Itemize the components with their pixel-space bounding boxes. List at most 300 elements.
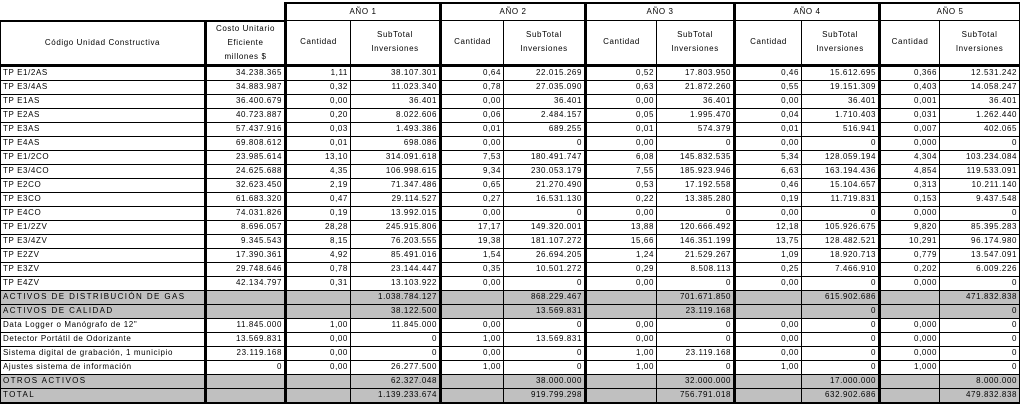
subtotal-year-4-cell: 7.466.910: [802, 262, 880, 276]
subtotal-year-3-cell: 17.803.950: [657, 65, 735, 80]
cantidad-year-1-cell: 28,28: [286, 220, 351, 234]
cantidad-year-5-cell: [880, 388, 940, 403]
col-header-subtotal-4: SubTotal Inversiones: [802, 21, 880, 66]
cantidad-year-1-cell: 0,00: [286, 94, 351, 108]
table-row: [1, 80, 1020, 94]
subtotal-year-1-cell: 314.091.618: [351, 150, 441, 164]
cantidad-year-2-cell: [441, 374, 504, 388]
subtotal-year-2-cell: 919.799.298: [504, 388, 586, 403]
cantidad-year-3-cell: 0,52: [586, 65, 657, 80]
subtotal-year-2-cell: 0: [504, 206, 586, 220]
table-row: [1, 276, 1020, 290]
col-header-cantidad-2: Cantidad: [441, 21, 504, 66]
col-header-subtotal-1: SubTotal Inversiones: [351, 21, 441, 66]
table-row: [1, 332, 1020, 346]
cantidad-year-3-cell: 0,00: [586, 136, 657, 150]
subtotal-year-4-cell: 0: [802, 318, 880, 332]
subtotal-year-2-cell: 22.015.269: [504, 65, 586, 80]
cantidad-year-4-cell: 6,63: [735, 164, 802, 178]
cantidad-year-1-cell: 0,31: [286, 276, 351, 290]
costo-unitario-cell: 34.883.987: [206, 80, 286, 94]
row-label: TP E2ZV: [1, 248, 206, 262]
cantidad-year-3-cell: 0,00: [586, 276, 657, 290]
cantidad-year-3-cell: 6,08: [586, 150, 657, 164]
table-row: [1, 220, 1020, 234]
subtotal-year-4-cell: 1.710.403: [802, 108, 880, 122]
cantidad-year-1-cell: 0,00: [286, 332, 351, 346]
cantidad-year-5-cell: 9,820: [880, 220, 940, 234]
costo-unitario-cell: 29.748.646: [206, 262, 286, 276]
subtotal-year-1-cell: 0: [351, 346, 441, 360]
subtotal-year-4-cell: 19.151.309: [802, 80, 880, 94]
subtotal-year-4-cell: 105.926.675: [802, 220, 880, 234]
subtotal-year-3-cell: 574.379: [657, 122, 735, 136]
subtotal-year-4-cell: 0: [802, 206, 880, 220]
total-row: [1, 388, 1020, 403]
table-row: [1, 262, 1020, 276]
cantidad-year-2-cell: 0,00: [441, 318, 504, 332]
row-label: TP E1/2CO: [1, 150, 206, 164]
cantidad-year-5-cell: 0,313: [880, 178, 940, 192]
subtotal-year-2-cell: 13.569.831: [504, 304, 586, 318]
costo-unitario-cell: 34.238.365: [206, 65, 286, 80]
cantidad-year-1-cell: [286, 290, 351, 304]
subtotal-year-1-cell: 1.139.233.674: [351, 388, 441, 403]
cantidad-year-3-cell: 1,00: [586, 346, 657, 360]
costo-unitario-cell: 0: [206, 360, 286, 374]
cantidad-year-1-cell: 0,03: [286, 122, 351, 136]
investment-table: [0, 2, 1020, 404]
costo-unitario-cell: 74.031.826: [206, 206, 286, 220]
cantidad-year-2-cell: 1,00: [441, 332, 504, 346]
subtotal-year-3-cell: 17.192.558: [657, 178, 735, 192]
subtotal-year-3-cell: 0: [657, 136, 735, 150]
subtotal-year-5-cell: 6.009.226: [940, 262, 1020, 276]
subtotal-year-2-cell: 689.255: [504, 122, 586, 136]
table-row: [1, 122, 1020, 136]
cantidad-year-2-cell: [441, 290, 504, 304]
col-header-costo: Costo Unitario Eficiente millones $: [206, 21, 286, 66]
subtotal-year-2-cell: 0: [504, 318, 586, 332]
subtotal-year-2-cell: 2.484.157: [504, 108, 586, 122]
subtotal-year-4-cell: 128.059.194: [802, 150, 880, 164]
costo-unitario-cell: 11.845.000: [206, 318, 286, 332]
cantidad-year-2-cell: 0,00: [441, 136, 504, 150]
subtotal-year-5-cell: 13.547.091: [940, 248, 1020, 262]
subtotal-year-3-cell: 756.791.018: [657, 388, 735, 403]
subtotal-year-4-cell: 15.104.657: [802, 178, 880, 192]
costo-unitario-cell: 23.985.614: [206, 150, 286, 164]
total-row: [1, 374, 1020, 388]
cantidad-year-2-cell: 7,53: [441, 150, 504, 164]
table-row: [1, 150, 1020, 164]
subtotal-year-2-cell: 10.501.272: [504, 262, 586, 276]
costo-unitario-cell: 9.345.543: [206, 234, 286, 248]
cantidad-year-3-cell: 13,88: [586, 220, 657, 234]
subtotal-year-3-cell: 32.000.000: [657, 374, 735, 388]
subtotal-year-5-cell: 0: [940, 346, 1020, 360]
cantidad-year-2-cell: 0,35: [441, 262, 504, 276]
subtotal-year-2-cell: 181.107.272: [504, 234, 586, 248]
cantidad-year-5-cell: 0,000: [880, 318, 940, 332]
col-header-subtotal-3: SubTotal Inversiones: [657, 21, 735, 66]
col-header-subtotal-2: SubTotal Inversiones: [504, 21, 586, 66]
subtotal-year-1-cell: 38.107.301: [351, 65, 441, 80]
subtotal-year-5-cell: 36.401: [940, 94, 1020, 108]
costo-unitario-cell: 8.696.057: [206, 220, 286, 234]
cantidad-year-2-cell: 17,17: [441, 220, 504, 234]
cantidad-year-4-cell: 0,01: [735, 122, 802, 136]
cantidad-year-1-cell: 8,15: [286, 234, 351, 248]
table-body: [1, 65, 1020, 403]
cantidad-year-4-cell: 0,55: [735, 80, 802, 94]
subtotal-year-4-cell: 15.612.695: [802, 65, 880, 80]
costo-unitario-cell: 40.723.887: [206, 108, 286, 122]
cantidad-year-5-cell: 1,000: [880, 360, 940, 374]
cantidad-year-1-cell: 1,11: [286, 65, 351, 80]
cantidad-year-5-cell: 4,854: [880, 164, 940, 178]
col-header-subtotal-5: SubTotal Inversiones: [940, 21, 1020, 66]
subtotal-year-4-cell: 17.000.000: [802, 374, 880, 388]
cantidad-year-3-cell: 0,22: [586, 192, 657, 206]
cantidad-year-5-cell: 0,000: [880, 276, 940, 290]
subtotal-year-5-cell: 96.174.980: [940, 234, 1020, 248]
table-row: [1, 318, 1020, 332]
subtotal-year-3-cell: 0: [657, 206, 735, 220]
row-label: TP E3/4ZV: [1, 234, 206, 248]
subtotal-year-2-cell: 21.270.490: [504, 178, 586, 192]
subtotal-year-4-cell: 0: [802, 360, 880, 374]
subtotal-year-2-cell: 38.000.000: [504, 374, 586, 388]
costo-unitario-cell: 23.119.168: [206, 346, 286, 360]
costo-unitario-cell: 17.390.361: [206, 248, 286, 262]
row-label: TP E3CO: [1, 192, 206, 206]
cantidad-year-5-cell: 0,031: [880, 108, 940, 122]
row-label: Sistema digital de grabación, 1 municipio: [1, 346, 206, 360]
cantidad-year-5-cell: 0,000: [880, 346, 940, 360]
cantidad-year-1-cell: 0,47: [286, 192, 351, 206]
cantidad-year-1-cell: 0,32: [286, 80, 351, 94]
cantidad-year-3-cell: [586, 304, 657, 318]
cantidad-year-4-cell: 5,34: [735, 150, 802, 164]
subtotal-year-2-cell: 0: [504, 346, 586, 360]
cantidad-year-3-cell: 0,53: [586, 178, 657, 192]
subtotal-year-5-cell: 0: [940, 360, 1020, 374]
subtotal-year-3-cell: 1.995.470: [657, 108, 735, 122]
row-label: TP E1AS: [1, 94, 206, 108]
cantidad-year-3-cell: 0,01: [586, 122, 657, 136]
subtotal-year-3-cell: 120.666.492: [657, 220, 735, 234]
row-label: TP E4ZV: [1, 276, 206, 290]
subtotal-year-5-cell: 8.000.000: [940, 374, 1020, 388]
cantidad-year-2-cell: 0,27: [441, 192, 504, 206]
cantidad-year-4-cell: 13,75: [735, 234, 802, 248]
table-row: [1, 136, 1020, 150]
total-row: [1, 290, 1020, 304]
subtotal-year-4-cell: 18.920.713: [802, 248, 880, 262]
subtotal-year-1-cell: 13.992.015: [351, 206, 441, 220]
cantidad-year-4-cell: 0,25: [735, 262, 802, 276]
subtotal-year-1-cell: 1.493.386: [351, 122, 441, 136]
subtotal-year-5-cell: 0: [940, 332, 1020, 346]
subtotal-year-3-cell: 185.923.946: [657, 164, 735, 178]
cantidad-year-2-cell: 0,65: [441, 178, 504, 192]
cantidad-year-4-cell: 0,00: [735, 346, 802, 360]
subtotal-year-2-cell: 230.053.179: [504, 164, 586, 178]
subtotal-year-5-cell: 103.234.084: [940, 150, 1020, 164]
cantidad-year-3-cell: 0,63: [586, 80, 657, 94]
subtotal-year-4-cell: 632.902.686: [802, 388, 880, 403]
costo-unitario-cell: [206, 374, 286, 388]
subtotal-year-3-cell: 23.119.168: [657, 304, 735, 318]
cantidad-year-4-cell: 0,00: [735, 318, 802, 332]
subtotal-year-3-cell: 701.671.850: [657, 290, 735, 304]
subtotal-year-2-cell: 13.569.831: [504, 332, 586, 346]
header-blank: [1, 3, 286, 21]
subtotal-year-3-cell: 146.351.199: [657, 234, 735, 248]
col-header-cantidad-3: Cantidad: [586, 21, 657, 66]
subtotal-year-3-cell: 21.529.267: [657, 248, 735, 262]
cantidad-year-1-cell: 0,01: [286, 136, 351, 150]
subtotal-year-1-cell: 26.277.500: [351, 360, 441, 374]
subtotal-year-1-cell: 85.491.016: [351, 248, 441, 262]
subtotal-year-1-cell: 76.203.555: [351, 234, 441, 248]
row-label: TP E3ZV: [1, 262, 206, 276]
cantidad-year-2-cell: 0,78: [441, 80, 504, 94]
table-row: [1, 178, 1020, 192]
row-label: TP E1/2ZV: [1, 220, 206, 234]
subtotal-year-1-cell: 11.023.340: [351, 80, 441, 94]
table-row: [1, 360, 1020, 374]
row-label: TP E3AS: [1, 122, 206, 136]
cantidad-year-3-cell: 1,24: [586, 248, 657, 262]
subtotal-year-4-cell: 163.194.436: [802, 164, 880, 178]
year-4-header: AÑO 4: [735, 3, 880, 21]
subtotal-year-3-cell: 8.508.113: [657, 262, 735, 276]
cantidad-year-1-cell: 4,35: [286, 164, 351, 178]
cantidad-year-5-cell: 10,291: [880, 234, 940, 248]
cantidad-year-4-cell: 1,00: [735, 360, 802, 374]
subtotal-year-1-cell: 29.114.527: [351, 192, 441, 206]
subtotal-year-3-cell: 21.872.260: [657, 80, 735, 94]
subtotal-year-4-cell: 0: [802, 332, 880, 346]
subtotal-year-3-cell: 23.119.168: [657, 346, 735, 360]
cantidad-year-2-cell: 0,06: [441, 108, 504, 122]
cantidad-year-5-cell: 0,366: [880, 65, 940, 80]
cantidad-year-1-cell: [286, 374, 351, 388]
subtotal-year-5-cell: 0: [940, 206, 1020, 220]
subtotal-year-5-cell: 10.211.140: [940, 178, 1020, 192]
column-header-row: [1, 21, 1020, 66]
subtotal-year-4-cell: 36.401: [802, 94, 880, 108]
costo-unitario-cell: [206, 388, 286, 403]
cantidad-year-2-cell: 0,00: [441, 276, 504, 290]
subtotal-year-4-cell: 0: [802, 136, 880, 150]
cantidad-year-4-cell: 0,00: [735, 136, 802, 150]
cantidad-year-3-cell: [586, 388, 657, 403]
subtotal-year-2-cell: 868.229.467: [504, 290, 586, 304]
costo-unitario-cell: 24.625.688: [206, 164, 286, 178]
col-header-codigo: Código Unidad Constructiva: [1, 21, 206, 66]
cantidad-year-4-cell: [735, 290, 802, 304]
year-5-header: AÑO 5: [880, 3, 1020, 21]
subtotal-year-5-cell: 402.065: [940, 122, 1020, 136]
row-label: ACTIVOS DE CALIDAD: [1, 304, 206, 318]
cantidad-year-1-cell: 0,20: [286, 108, 351, 122]
subtotal-year-3-cell: 145.832.535: [657, 150, 735, 164]
subtotal-year-5-cell: 0: [940, 136, 1020, 150]
cantidad-year-2-cell: 0,64: [441, 65, 504, 80]
cantidad-year-1-cell: [286, 304, 351, 318]
costo-unitario-cell: 69.808.612: [206, 136, 286, 150]
cantidad-year-1-cell: 2,19: [286, 178, 351, 192]
cantidad-year-3-cell: 7,55: [586, 164, 657, 178]
subtotal-year-2-cell: 26.694.205: [504, 248, 586, 262]
cantidad-year-5-cell: 4,304: [880, 150, 940, 164]
table-row: [1, 108, 1020, 122]
subtotal-year-4-cell: 615.902.686: [802, 290, 880, 304]
subtotal-year-1-cell: 36.401: [351, 94, 441, 108]
cantidad-year-4-cell: 12,18: [735, 220, 802, 234]
costo-unitario-cell: 42.134.797: [206, 276, 286, 290]
cantidad-year-2-cell: [441, 388, 504, 403]
cantidad-year-3-cell: 0,00: [586, 332, 657, 346]
table-row: [1, 234, 1020, 248]
col-header-cantidad-4: Cantidad: [735, 21, 802, 66]
cantidad-year-5-cell: [880, 374, 940, 388]
cantidad-year-5-cell: 0,153: [880, 192, 940, 206]
cantidad-year-1-cell: 1,00: [286, 318, 351, 332]
cantidad-year-2-cell: 0,01: [441, 122, 504, 136]
cantidad-year-5-cell: 0,000: [880, 332, 940, 346]
cantidad-year-3-cell: 0,00: [586, 318, 657, 332]
year-1-header: AÑO 1: [286, 3, 441, 21]
subtotal-year-2-cell: 16.531.130: [504, 192, 586, 206]
subtotal-year-5-cell: 0: [940, 318, 1020, 332]
subtotal-year-3-cell: 0: [657, 276, 735, 290]
cantidad-year-3-cell: 0,05: [586, 108, 657, 122]
subtotal-year-2-cell: 36.401: [504, 94, 586, 108]
subtotal-year-4-cell: 0: [802, 276, 880, 290]
cantidad-year-4-cell: 0,46: [735, 178, 802, 192]
year-2-header: AÑO 2: [441, 3, 586, 21]
subtotal-year-3-cell: 0: [657, 318, 735, 332]
subtotal-year-2-cell: 149.320.001: [504, 220, 586, 234]
row-label: OTROS ACTIVOS: [1, 374, 206, 388]
cantidad-year-1-cell: [286, 388, 351, 403]
subtotal-year-5-cell: 0: [940, 276, 1020, 290]
cantidad-year-3-cell: [586, 374, 657, 388]
subtotal-year-3-cell: 0: [657, 332, 735, 346]
subtotal-year-1-cell: 1.038.784.127: [351, 290, 441, 304]
subtotal-year-5-cell: 479.832.838: [940, 388, 1020, 403]
cantidad-year-5-cell: 0,202: [880, 262, 940, 276]
subtotal-year-5-cell: 14.058.247: [940, 80, 1020, 94]
cantidad-year-5-cell: 0,001: [880, 94, 940, 108]
col-header-cantidad-1: Cantidad: [286, 21, 351, 66]
costo-unitario-cell: [206, 290, 286, 304]
cantidad-year-4-cell: 1,09: [735, 248, 802, 262]
subtotal-year-2-cell: 0: [504, 136, 586, 150]
cantidad-year-4-cell: 0,00: [735, 276, 802, 290]
subtotal-year-4-cell: 516.941: [802, 122, 880, 136]
table-row: [1, 206, 1020, 220]
cantidad-year-1-cell: 0,19: [286, 206, 351, 220]
cantidad-year-5-cell: 0,000: [880, 136, 940, 150]
table-row: [1, 248, 1020, 262]
table-row: [1, 94, 1020, 108]
year-header-row: [1, 3, 1020, 21]
cantidad-year-3-cell: 1,00: [586, 360, 657, 374]
cantidad-year-3-cell: 0,00: [586, 94, 657, 108]
subtotal-year-2-cell: 0: [504, 276, 586, 290]
costo-unitario-cell: 57.437.916: [206, 122, 286, 136]
subtotal-year-1-cell: 106.998.615: [351, 164, 441, 178]
cantidad-year-4-cell: [735, 374, 802, 388]
cantidad-year-4-cell: [735, 388, 802, 403]
cantidad-year-5-cell: 0,007: [880, 122, 940, 136]
cantidad-year-3-cell: 15,66: [586, 234, 657, 248]
cantidad-year-1-cell: 0,00: [286, 360, 351, 374]
subtotal-year-5-cell: 1.262.440: [940, 108, 1020, 122]
total-row: [1, 304, 1020, 318]
cantidad-year-5-cell: [880, 304, 940, 318]
cantidad-year-2-cell: 1,00: [441, 360, 504, 374]
subtotal-year-1-cell: 62.327.048: [351, 374, 441, 388]
cantidad-year-4-cell: 0,04: [735, 108, 802, 122]
table-row: [1, 164, 1020, 178]
subtotal-year-1-cell: 13.103.922: [351, 276, 441, 290]
subtotal-year-5-cell: 12.531.242: [940, 65, 1020, 80]
cantidad-year-1-cell: 13,10: [286, 150, 351, 164]
cantidad-year-2-cell: 0,00: [441, 94, 504, 108]
table-row: [1, 346, 1020, 360]
cantidad-year-4-cell: [735, 304, 802, 318]
subtotal-year-5-cell: 9.437.548: [940, 192, 1020, 206]
subtotal-year-3-cell: 0: [657, 360, 735, 374]
subtotal-year-4-cell: 128.482.521: [802, 234, 880, 248]
row-label: Ajustes sistema de información: [1, 360, 206, 374]
subtotal-year-1-cell: 71.347.486: [351, 178, 441, 192]
table-row: [1, 65, 1020, 80]
table-row: [1, 192, 1020, 206]
subtotal-year-5-cell: 471.832.838: [940, 290, 1020, 304]
cantidad-year-1-cell: 4,92: [286, 248, 351, 262]
subtotal-year-1-cell: 0: [351, 332, 441, 346]
row-label: Data Logger o Manógrafo de 12": [1, 318, 206, 332]
cantidad-year-3-cell: [586, 290, 657, 304]
year-3-header: AÑO 3: [586, 3, 735, 21]
row-label: TP E4AS: [1, 136, 206, 150]
subtotal-year-1-cell: 23.144.447: [351, 262, 441, 276]
cantidad-year-4-cell: 0,00: [735, 332, 802, 346]
costo-unitario-cell: 32.623.450: [206, 178, 286, 192]
costo-unitario-cell: 61.683.320: [206, 192, 286, 206]
subtotal-year-1-cell: 245.915.806: [351, 220, 441, 234]
row-label: TOTAL: [1, 388, 206, 403]
cantidad-year-4-cell: 0,00: [735, 94, 802, 108]
subtotal-year-4-cell: 11.719.831: [802, 192, 880, 206]
row-label: TP E3/4AS: [1, 80, 206, 94]
cantidad-year-4-cell: 0,00: [735, 206, 802, 220]
col-header-cantidad-5: Cantidad: [880, 21, 940, 66]
row-label: ACTIVOS DE DISTRIBUCIÓN DE GAS: [1, 290, 206, 304]
subtotal-year-2-cell: 27.035.090: [504, 80, 586, 94]
cantidad-year-5-cell: [880, 290, 940, 304]
subtotal-year-4-cell: 0: [802, 304, 880, 318]
cantidad-year-4-cell: 0,19: [735, 192, 802, 206]
subtotal-year-1-cell: 698.086: [351, 136, 441, 150]
